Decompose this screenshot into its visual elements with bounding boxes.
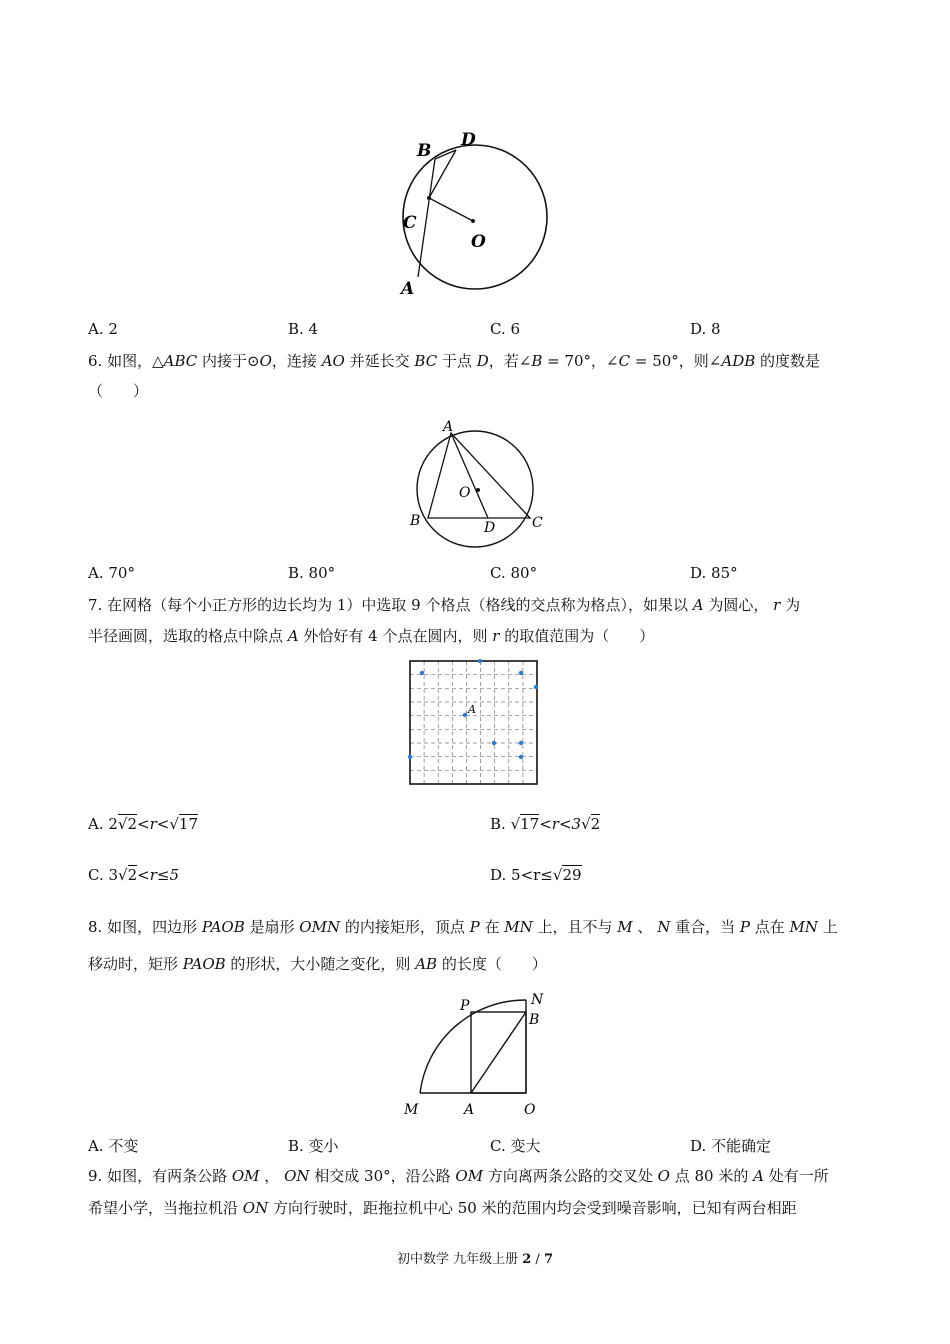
- q6-option-d: D. 85°: [690, 564, 738, 582]
- page-footer: 初中数学 九年级上册 2 / 7: [396, 1252, 553, 1267]
- q8-label-b: B: [529, 1012, 540, 1028]
- q6-answer-paren: （ ）: [88, 382, 149, 400]
- q5-label-o: O: [471, 232, 486, 252]
- q6-label-a: A: [443, 419, 454, 435]
- q6-figure: [400, 414, 550, 554]
- q6-option-b: B. 80°: [288, 564, 336, 582]
- q7-lattice-point: [408, 755, 412, 759]
- q8-label-m: M: [404, 1102, 419, 1118]
- q7-lattice-point: [519, 671, 523, 675]
- q5-circle: [403, 145, 547, 289]
- q5-option-a: A. 2: [88, 320, 118, 338]
- q7-lattice-point: [519, 755, 523, 759]
- q5-option-d: D. 8: [690, 320, 721, 338]
- q7-lattice-point: [534, 685, 538, 689]
- q6-line-ad: [451, 433, 488, 518]
- q5-label-a: A: [401, 279, 415, 299]
- q5-option-b: B. 4: [288, 320, 319, 338]
- q7-grid-figure: [408, 659, 540, 787]
- q6-label-d: D: [484, 520, 496, 536]
- q7-grid-border: [410, 661, 537, 784]
- q7-question-line2: 半径画圆，选取的格点中除点 A 外恰好有 4 个点在圆内，则 r 的取值范围为（ ）: [88, 627, 655, 645]
- q7-label-a: A: [468, 703, 476, 716]
- q8-label-a: A: [464, 1102, 475, 1118]
- q6-triangle-abc: [428, 433, 530, 518]
- q7-lattice-point: [463, 713, 467, 717]
- q8-question-line2: 移动时，矩形 PAOB 的形状，大小随之变化，则 AB 的长度（ ）: [88, 955, 547, 973]
- q5-figure: [395, 125, 555, 300]
- q6-question: 6. 如图，△ABC 内接于⊙O，连接 AO 并延长交 BC 于点 D，若∠B = 70°，∠C = 50°，则∠ADB 的度数是: [88, 352, 821, 370]
- q8-label-p: P: [460, 998, 470, 1014]
- q8-figure: [400, 988, 560, 1120]
- q5-label-d: D: [461, 130, 476, 150]
- q8-option-c: C. 变大: [490, 1137, 541, 1155]
- q5-option-c: C. 6: [490, 320, 521, 338]
- q7-option-c: C. 3√2<r≤5: [88, 866, 179, 884]
- q8-segment-ab: [471, 1012, 526, 1093]
- q9-question-line2: 希望小学，当拖拉机沿 ON 方向行驶时，距拖拉机中心 50 米的范围内均会受到噪音影响，已知有两台相距: [88, 1199, 797, 1217]
- q6-label-o: O: [459, 485, 471, 501]
- q6-option-c: C. 80°: [490, 564, 538, 582]
- q7-lattice-point: [420, 671, 424, 675]
- q8-option-b: B. 变小: [288, 1137, 339, 1155]
- q5-chord-ab: [418, 159, 435, 277]
- q7-option-b: B. √17<r<3√2: [490, 815, 601, 833]
- q6-label-b: B: [410, 513, 421, 529]
- q5-line-co: [429, 198, 473, 221]
- q8-option-d: D. 不能确定: [690, 1137, 772, 1155]
- q7-lattice-point: [478, 659, 482, 663]
- q8-question-line1: 8. 如图，四边形 PAOB 是扇形 OMN 的内接矩形，顶点 P 在 MN 上，且不与 M 、 N 重合，当 P 点在 MN 上: [88, 918, 838, 936]
- q8-label-o: O: [524, 1102, 536, 1118]
- q8-label-n: N: [531, 992, 544, 1008]
- q5-label-c: C: [403, 213, 417, 233]
- q8-option-a: A. 不变: [88, 1137, 139, 1155]
- q7-lattice-point: [519, 741, 523, 745]
- q9-question-line1: 9. 如图，有两条公路 OM ， ON 相交成 30°，沿公路 OM 方向离两条公路的交叉处 O 点 80 米的 A 处有一所: [88, 1167, 829, 1185]
- q7-option-a: A. 2√2<r<√17: [88, 815, 198, 833]
- q6-label-c: C: [532, 515, 543, 531]
- q7-lattice-point: [492, 741, 496, 745]
- q7-option-d: D. 5<r≤√29: [490, 866, 582, 884]
- q5-label-b: B: [417, 141, 432, 161]
- footer-page-total: 7: [543, 1252, 553, 1267]
- q7-question-line1: 7. 在网格（每个小正方形的边长均为 1）中选取 9 个格点（格线的交点称为格点），如果以 A 为圆心， r 为: [88, 596, 801, 614]
- footer-page-number: 2: [522, 1252, 532, 1267]
- q6-option-a: A. 70°: [88, 564, 135, 582]
- q8-sector-arc: [420, 1000, 526, 1093]
- footer-subject: 初中数学 九年级上册: [396, 1252, 523, 1267]
